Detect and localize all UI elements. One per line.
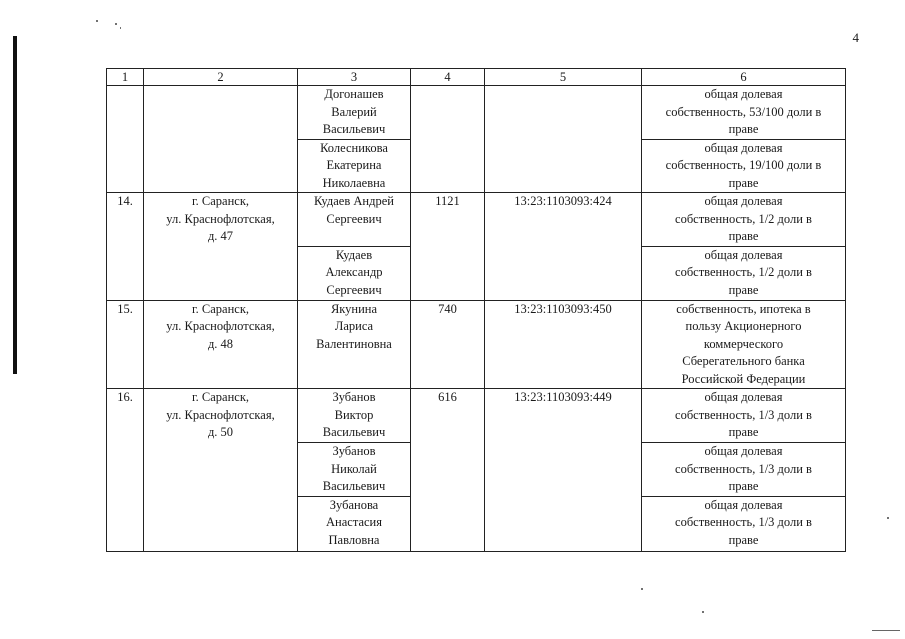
- owner-cell: Догонашев Валерий Васильевич: [298, 86, 411, 140]
- owner-cell: Зубанов Николай Васильевич: [298, 443, 411, 497]
- table-row: [107, 389, 846, 443]
- column-number: 6: [642, 69, 846, 86]
- cadastral-number-cell: [485, 86, 642, 193]
- scan-speck: [96, 20, 98, 22]
- owner-cell: Зубанова Анастасия Павловна: [298, 496, 411, 551]
- table-row: [107, 193, 846, 247]
- column-number: 2: [144, 69, 298, 86]
- binding-mark: [13, 36, 17, 374]
- scan-speck: [115, 23, 117, 25]
- column-number: 1: [107, 69, 144, 86]
- owner-cell: Кудаев Александр Сергеевич: [298, 246, 411, 300]
- page-number: 4: [852, 30, 859, 45]
- ownership-type-cell: общая долевая собственность, 1/2 доли в праве: [642, 193, 846, 247]
- scan-speck: [887, 517, 889, 519]
- ownership-type-cell: общая долевая собственность, 1/3 доли в праве: [642, 443, 846, 497]
- cadastral-number-cell: 13:23:1103093:450: [485, 300, 642, 389]
- row-number-cell: 15.: [107, 300, 144, 389]
- table-row: [107, 300, 846, 389]
- row-number-cell: [107, 86, 144, 193]
- cadastral-number-cell: 13:23:1103093:449: [485, 389, 642, 552]
- cadastral-number-cell: 13:23:1103093:424: [485, 193, 642, 301]
- address-cell: г. Саранск, ул. Краснофлотская, д. 48: [144, 300, 298, 389]
- scan-line: [872, 630, 900, 631]
- ownership-type-cell: общая долевая собственность, 19/100 доли в праве: [642, 139, 846, 193]
- ownership-type-cell: общая долевая собственность, 1/2 доли в праве: [642, 246, 846, 300]
- area-cell: 740: [411, 300, 485, 389]
- area-cell: 1121: [411, 193, 485, 301]
- column-number-row: [107, 69, 846, 86]
- column-number: 3: [298, 69, 411, 86]
- land-registry-table: [106, 68, 846, 552]
- owner-cell: Зубанов Виктор Васильевич: [298, 389, 411, 443]
- scan-speck: [702, 611, 704, 613]
- address-cell: [144, 86, 298, 193]
- ownership-type-cell: общая долевая собственность, 53/100 доли в праве: [642, 86, 846, 140]
- row-number-cell: 16.: [107, 389, 144, 552]
- owner-cell: Якунина Лариса Валентиновна: [298, 300, 411, 389]
- column-number: 4: [411, 69, 485, 86]
- address-cell: г. Саранск, ул. Краснофлотская, д. 47: [144, 193, 298, 301]
- ownership-type-cell: общая долевая собственность, 1/3 доли в праве: [642, 389, 846, 443]
- ownership-type-cell: общая долевая собственность, 1/3 доли в праве: [642, 496, 846, 551]
- area-cell: [411, 86, 485, 193]
- scan-speck: [120, 27, 121, 29]
- address-cell: г. Саранск, ул. Краснофлотская, д. 50: [144, 389, 298, 552]
- ownership-type-cell: собственность, ипотека в пользу Акционерного коммерческого Сберегательного банка Российской Федерации: [642, 300, 846, 389]
- row-number-cell: 14.: [107, 193, 144, 301]
- column-number: 5: [485, 69, 642, 86]
- scan-speck: [641, 588, 643, 590]
- owner-cell: Кудаев Андрей Сергеевич: [298, 193, 411, 247]
- area-cell: 616: [411, 389, 485, 552]
- table-row: [107, 86, 846, 140]
- owner-cell: Колесникова Екатерина Николаевна: [298, 139, 411, 193]
